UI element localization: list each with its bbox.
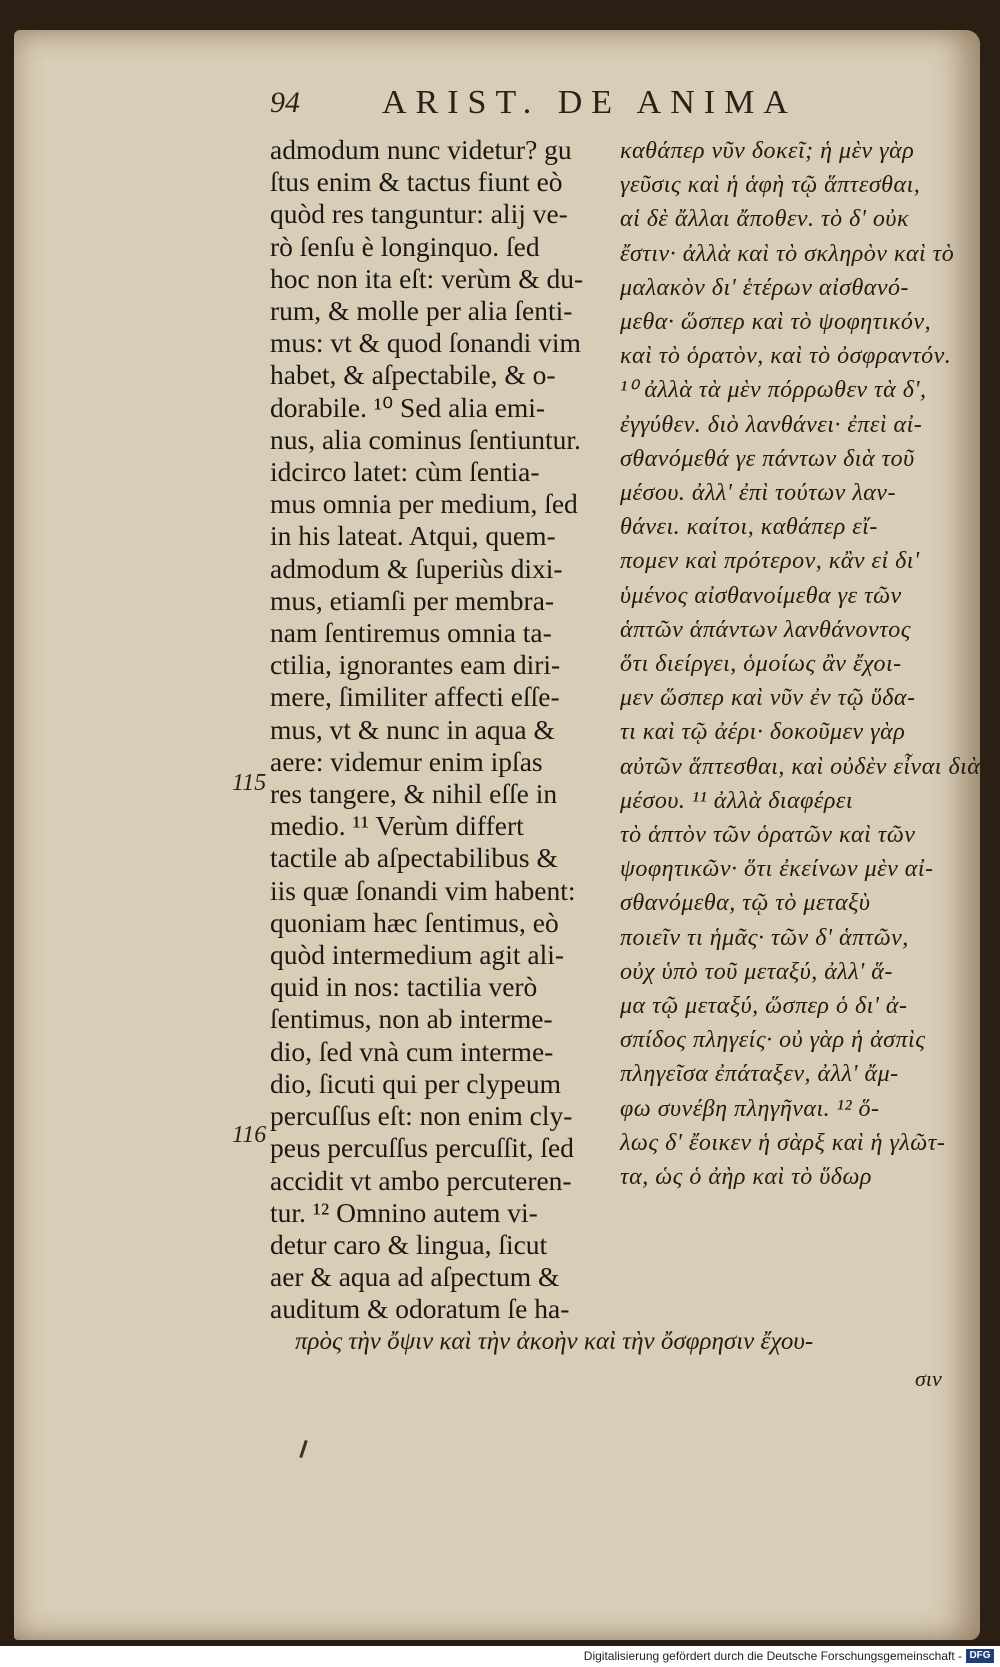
latin-text-line: tur. ¹² Omnino autem vi- bbox=[270, 1196, 538, 1228]
latin-text-line: idcirco latet: cùm ſentia- bbox=[270, 456, 540, 488]
latin-text-line: mere, ſimiliter affecti eſſe- bbox=[270, 681, 560, 713]
latin-text-line: auditum & odoratum ſe ha- bbox=[270, 1293, 570, 1325]
latin-text-line: nus, alia cominus ſentiuntur. bbox=[270, 423, 581, 455]
greek-text-line: σπίδος πληγείς· οὐ γὰρ ἡ ἀσπὶς bbox=[620, 1027, 926, 1054]
catchword: σιν bbox=[915, 1366, 942, 1391]
latin-text-line: nam ſentiremus omnia ta- bbox=[270, 617, 552, 649]
greek-text-line: μα τῷ μεταξύ, ὥσπερ ὁ δι' ἀ- bbox=[620, 993, 908, 1020]
greek-text-line: σθανόμεθα, τῷ τὸ μεταξὺ bbox=[620, 890, 871, 917]
page-number: 94 bbox=[270, 86, 300, 119]
latin-text-line: res tangere, & nihil eſſe in bbox=[270, 778, 558, 810]
greek-text-line: αὐτῶν ἅπτεσθαι, καὶ οὐδὲν εἶναι διὰ bbox=[620, 753, 981, 780]
latin-text-line: rum, & molle per alia ſenti- bbox=[270, 295, 573, 327]
greek-text-line: ἁπτῶν ἁπάντων λανθάνοντος bbox=[620, 616, 912, 643]
latin-text-line: ſtus enim & tactus fiunt eò bbox=[270, 166, 563, 198]
greek-text-line: γεῦσις καὶ ἡ ἁφὴ τῷ ἅπτεσθαι, bbox=[620, 172, 921, 199]
latin-text-line: ſentimus, non ab interme- bbox=[270, 1003, 553, 1035]
dfg-logo-badge: DFG bbox=[966, 1649, 994, 1663]
latin-text-line: ctilia, ignorantes eam diri- bbox=[270, 649, 561, 681]
greek-text-line: μεθα· ὥσπερ καὶ τὸ ψοφητικόν, bbox=[620, 309, 932, 336]
greek-text-column bbox=[620, 134, 981, 1194]
greek-text-line: ἔστιν· ἀλλὰ καὶ τὸ σκληρὸν καὶ τὸ bbox=[620, 240, 955, 267]
greek-text-line: μέσου. ἀλλ' ἐπὶ τούτων λαν- bbox=[620, 480, 896, 507]
margin-number-116: 116 bbox=[232, 1122, 267, 1148]
greek-text-line: πομεν καὶ πρότερον, κἂν εἰ δι' bbox=[620, 548, 920, 575]
latin-text-line: hoc non ita eſt: verùm & du- bbox=[270, 262, 584, 294]
latin-text-line: mus: vt & quod ſonandi vim bbox=[270, 327, 581, 359]
greek-text-line: φω συνέβη πληγῆναι. ¹² ὅ- bbox=[620, 1095, 880, 1122]
greek-text-line: ἐγγύθεν. διὸ λανθάνει· ἐπεὶ αἰ- bbox=[620, 411, 923, 438]
latin-text-line: peus percuſſus percuſſit, ſed bbox=[270, 1132, 574, 1164]
latin-text-line: admodum nunc videtur? gu bbox=[270, 134, 572, 165]
latin-text-line: tactile ab aſpectabilibus & bbox=[270, 842, 558, 874]
running-title: ARIST. DE ANIMA bbox=[382, 84, 797, 121]
latin-text-line: quid in nos: tactilia verò bbox=[270, 971, 538, 1003]
latin-text-line: in his lateat. Atqui, quem- bbox=[270, 520, 556, 552]
latin-text-line: dorabile. ¹⁰ Sed alia emi- bbox=[270, 391, 546, 423]
latin-text-line: mus omnia per medium, ſed bbox=[270, 488, 578, 520]
greek-text-line: τὸ ἁπτὸν τῶν ὁρατῶν καὶ τῶν bbox=[620, 822, 916, 849]
latin-text-line: quòd intermedium agit ali- bbox=[270, 939, 565, 971]
latin-text-line: dio, ſicuti qui per clypeum bbox=[270, 1067, 561, 1099]
footer-credit: Digitalisierung gefördert durch die Deutsche Forschungsgemeinschaft - bbox=[583, 1649, 962, 1663]
greek-text-line: μέσου. ¹¹ ἀλλὰ διαφέρει bbox=[620, 787, 854, 814]
margin-number-115: 115 bbox=[232, 770, 267, 796]
greek-text-line: σθανόμεθά γε πάντων διὰ τοῦ bbox=[620, 445, 915, 472]
latin-text-line: quòd res tanguntur: alij ve- bbox=[270, 198, 568, 230]
greek-text-line: τα, ὡς ὁ ἀὴρ καὶ τὸ ὕδωρ bbox=[620, 1164, 872, 1191]
latin-text-line: quoniam hæc ſentimus, eò bbox=[270, 906, 559, 938]
page-header bbox=[270, 80, 830, 128]
latin-text-line: rò ſenſu è longinquo. ſed bbox=[270, 230, 540, 262]
greek-text-line: ¹⁰ ἀλλὰ τὰ μὲν πόρρωθεν τὰ δ', bbox=[620, 377, 927, 404]
greek-text-line: τι καὶ τῷ ἀέρι· δοκοῦμεν γὰρ bbox=[620, 719, 906, 746]
greek-text-line: αἱ δὲ ἄλλαι ἄποθεν. τὸ δ' οὐκ bbox=[620, 206, 909, 233]
latin-text-line: iis quæ ſonandi vim habent: bbox=[270, 874, 576, 906]
latin-text-line: mus, vt & nunc in aqua & bbox=[270, 713, 555, 745]
latin-text-line: accidit vt ambo percuteren- bbox=[270, 1164, 572, 1196]
greek-text-line: ποιεῖν τι ἡμᾶς· τῶν δ' ἁπτῶν, bbox=[620, 924, 909, 951]
latin-text-line: habet, & aſpectabile, & o- bbox=[270, 359, 556, 391]
greek-text-line: πληγεῖσα ἐπάταξεν, ἀλλ' ἄμ- bbox=[620, 1061, 899, 1088]
greek-bottom-line: πρὸς τὴν ὄψιν καὶ τὴν ἀκοὴν καὶ τὴν ὄσφρησιν ἔχου- bbox=[295, 1328, 814, 1355]
latin-text-line: medio. ¹¹ Verùm differt bbox=[270, 810, 524, 842]
greek-text-line: οὐχ ὑπὸ τοῦ μεταξύ, ἀλλ' ἅ- bbox=[620, 958, 893, 985]
latin-text-line: dio, ſed vnà cum interme- bbox=[270, 1035, 554, 1067]
greek-text-line: μεν ὥσπερ καὶ νῦν ἐν τῷ ὕδα- bbox=[620, 685, 916, 712]
greek-text-line: ψοφητικῶν· ὅτι ἐκείνων μὲν αἰ- bbox=[620, 856, 934, 883]
greek-text-line: ὑμένος αἰσθανοίμεθα γε τῶν bbox=[620, 582, 902, 609]
greek-text-line: καθάπερ νῦν δοκεῖ; ἡ μὲν γὰρ bbox=[620, 138, 915, 164]
latin-text-column bbox=[270, 134, 605, 1326]
footer-bar bbox=[0, 1646, 1000, 1667]
greek-text-line: θάνει. καίτοι, καθάπερ εἴ- bbox=[620, 514, 878, 541]
greek-text-line: καὶ τὸ ὁρατὸν, καὶ τὸ ὀσφραντόν. bbox=[620, 343, 952, 370]
latin-text-line: percuſſus eſt: non enim cly- bbox=[270, 1100, 573, 1132]
latin-text-line: aere: videmur enim ipſas bbox=[270, 745, 543, 777]
greek-text-line: ὅτι διείργει, ὁμοίως ἂν ἔχοι- bbox=[620, 651, 902, 678]
latin-text-line: mus, etiamſi per membra- bbox=[270, 584, 555, 616]
latin-text-line: aer & aqua ad aſpectum & bbox=[270, 1261, 560, 1293]
latin-text-line: detur caro & lingua, ſicut bbox=[270, 1228, 548, 1260]
greek-text-line: λως δ' ἔοικεν ἡ σὰρξ καὶ ἡ γλῶτ- bbox=[620, 1129, 946, 1156]
latin-text-line: admodum & ſuperiùs dixi- bbox=[270, 552, 563, 584]
greek-text-line: μαλακὸν δι' ἑτέρων αἰσθανό- bbox=[620, 274, 910, 301]
